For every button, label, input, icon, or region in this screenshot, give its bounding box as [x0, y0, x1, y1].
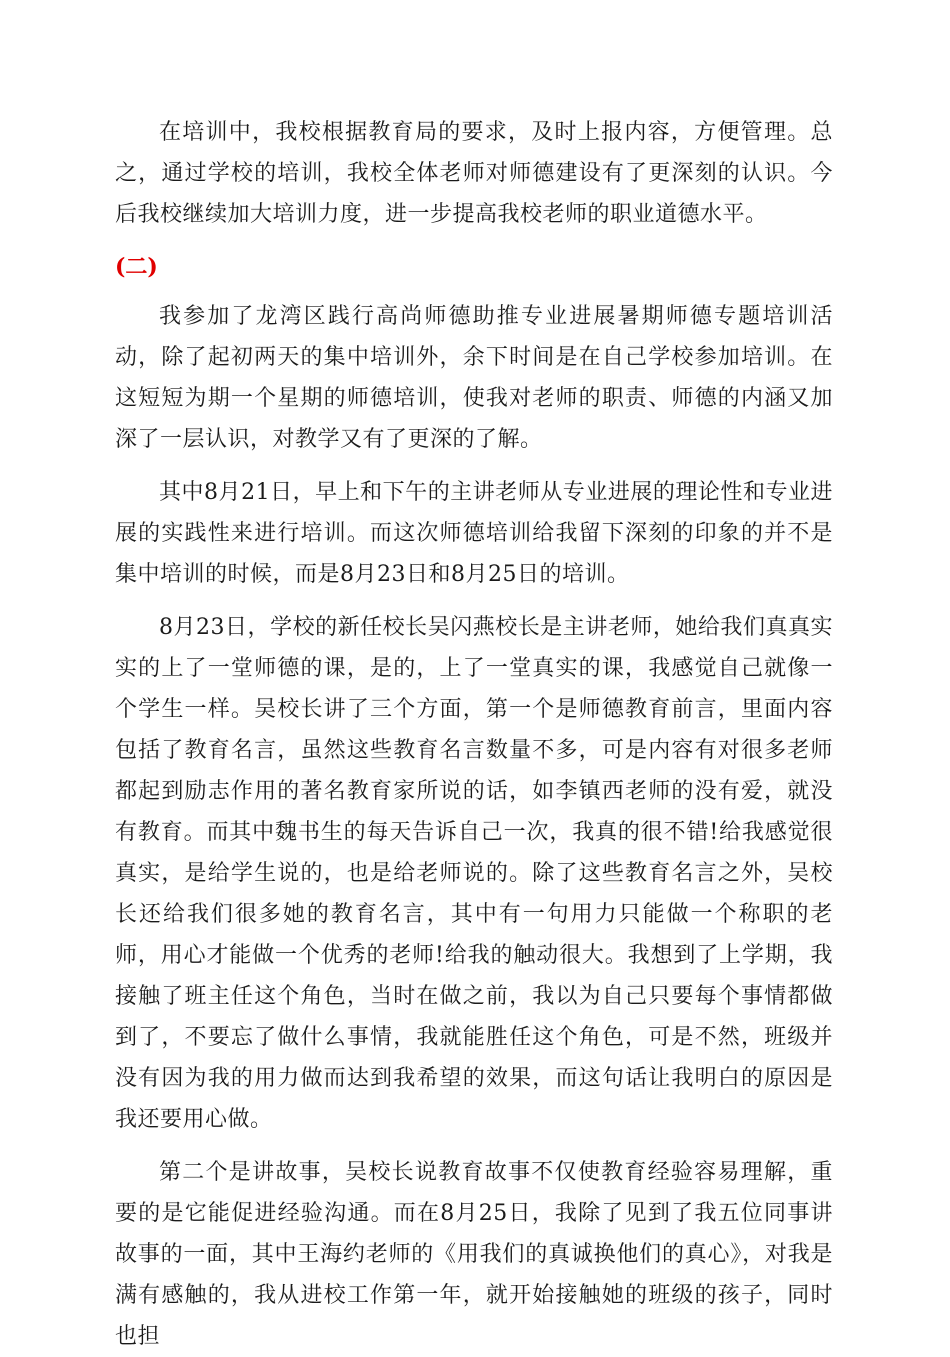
paragraph-2: 我参加了龙湾区践行高尚师德助推专业进展暑期师德专题培训活动，除了起初两天的集中培训外，余下时间是在自己学校参加培训。在这短短为期一个星期的师德培训，使我对老师的职责、师德的内涵又加深了一层认识，对教学又有了更深的了解。 — [115, 304, 833, 452]
paragraph-3: 其中8月21日，早上和下午的主讲老师从专业进展的理论性和专业进展的实践性来进行培训。而这次师德培训给我留下深刻的印象的并不是集中培训的时候，而是8月23日和8月25日的培训。 — [115, 480, 833, 587]
paragraph-5: 第二个是讲故事，吴校长说教育故事不仅使教育经验容易理解，重要的是它能促进经验沟通。而在8月25日，我除了见到了我五位同事讲故事的一面，其中王海约老师的《用我们的真诚换他们的真心》，对我是满有感触的，我从进校工作第一年，就开始接触她的班级的孩子，同时也担 — [115, 1160, 833, 1349]
document-page — [115, 112, 833, 1357]
paragraph-1: 在培训中，我校根据教育局的要求，及时上报内容，方便管理。总之，通过学校的培训，我校全体老师对师德建设有了更深刻的认识。今后我校继续加大培训力度，进一步提高我校老师的职业道德水平。 — [115, 120, 833, 227]
paragraph-4: 8月23日，学校的新任校长吴闪燕校长是主讲老师，她给我们真真实实的上了一堂师德的课，是的，上了一堂真实的课，我感觉自己就像一个学生一样。吴校长讲了三个方面，第一个是师德教育前言，里面内容包括了教育名言，虽然这些教育名言数量不多，可是内容有对很多老师都起到励志作用的著名教育家所说的话，如李镇西老师的没有爱，就没有教育。而其中魏书生的每天告诉自己一次，我真的很不错!给我感觉很真实，是给学生说的，也是给老师说的。除了这些教育名言之外，吴校长还给我们很多她的教育名言，其中有一句用力只能做一个称职的老师，用心才能做一个优秀的老师!给我的触动很大。我想到了上学期，我接触了班主任这个角色，当时在做之前，我以为自己只要每个事情都做到了，不要忘了做什么事情，我就能胜任这个角色，可是不然，班级并没有因为我的用力做而达到我希望的效果，而这句话让我明白的原因是我还要用心做。 — [115, 615, 833, 1132]
section-heading: (二) — [115, 254, 158, 280]
